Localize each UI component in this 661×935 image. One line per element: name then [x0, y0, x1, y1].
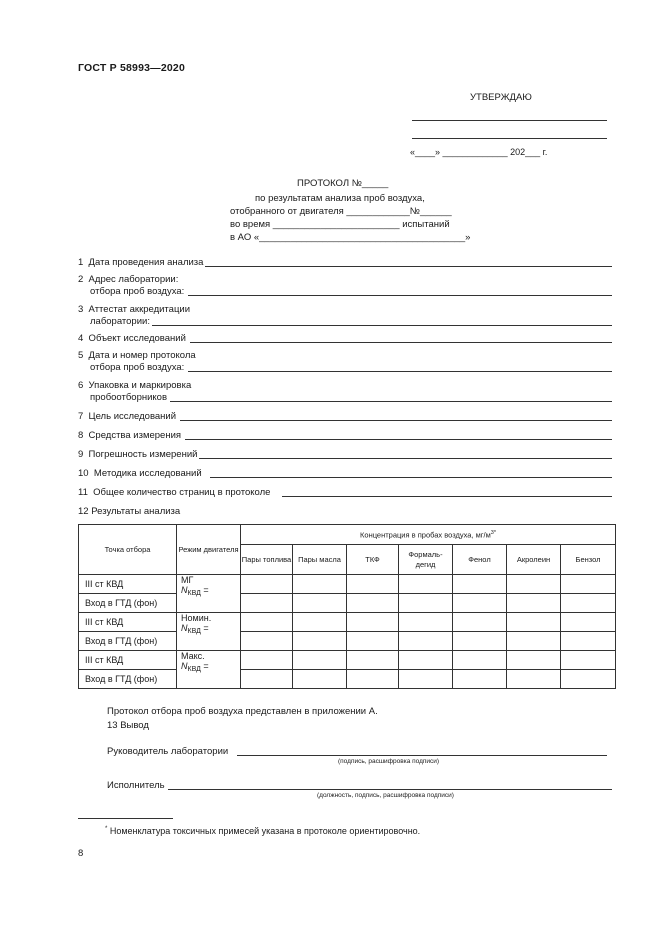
n-kvd-label: $N_{КВД}$ = [181, 585, 209, 597]
n-kvd-label: $N_{КВД}$ = [181, 623, 209, 635]
item-analysis-date: 1 Дата проведения анализа [78, 257, 204, 268]
protocol-engine-line: отобранного от двигателя ____________№______ [230, 206, 452, 217]
head-caption: (подпись, расшифровка подписи) [338, 758, 440, 765]
item-sampling-protocol: 5 Дата и номер протокола [78, 350, 196, 361]
fill-line [188, 371, 612, 372]
table-row: Вход в ГТД (фон) [79, 632, 616, 651]
results-table [78, 524, 616, 689]
item-sampling-address: отбора проб воздуха: [90, 286, 185, 297]
header-tkf: ТКФ [347, 545, 399, 575]
item-error: 9 Погрешность измерений [78, 449, 198, 460]
fill-line [190, 342, 612, 343]
item-goal: 7 Цель исследований [78, 411, 177, 422]
document-code: ГОСТ Р 58993—2020 [78, 62, 186, 74]
approval-date-line: «____» _____________ 202___ г. [410, 147, 548, 157]
footnote-separator [78, 818, 173, 819]
item-instruments: 8 Средства измерения [78, 430, 182, 441]
fill-line [185, 439, 612, 440]
item-samplers: пробоотборников [90, 392, 168, 403]
fill-line [282, 496, 612, 497]
mode-cell: Макс. $N_{КВД}$ = [177, 651, 241, 689]
mode-cell: Номин. $N_{КВД}$ = [177, 613, 241, 651]
item-results: 12 Результаты анализа [78, 506, 181, 517]
fill-line [150, 325, 612, 326]
header-formaldehyde: Формаль-дегид [399, 545, 453, 575]
item-research-object: 4 Объект исследований [78, 333, 186, 344]
item-packaging: 6 Упаковка и маркировка [78, 380, 192, 391]
table-row: III ст КВД МГ $N_{КВД}$ = [79, 575, 616, 594]
header-benzene: Бензол [561, 545, 616, 575]
fill-line [210, 477, 612, 478]
header-acrolein: Акролеин [507, 545, 561, 575]
item-page-count: 11 Общее количество страниц в протоколе [78, 487, 271, 498]
protocol-company-line: в АО «_______________________________________» [230, 232, 471, 243]
table-row: Вход в ГТД (фон) [79, 594, 616, 613]
item-sampling-protocol-2: отбора проб воздуха: [90, 362, 185, 373]
header-point: Точка отбора [79, 525, 177, 575]
fill-line [180, 420, 612, 421]
executor-signature-line [168, 789, 612, 790]
head-signature-line [237, 755, 607, 756]
header-oil-vapor: Пары масла [293, 545, 347, 575]
protocol-title: ПРОТОКОЛ №_____ [297, 178, 389, 189]
footnote: * Номенклатура токсичных примесей указана в протоколе ориентировочно. [105, 826, 421, 836]
item-accreditation: 3 Аттестат аккредитации [78, 304, 191, 315]
conclusion-heading: 13 Вывод [107, 720, 149, 731]
item-accreditation-lab: лаборатории: [90, 316, 150, 327]
page-number: 8 [78, 848, 84, 859]
header-mode: Режим двигателя [177, 525, 241, 575]
head-label: Руководитель лаборатории [107, 746, 229, 757]
protocol-subtitle: по результатам анализа проб воздуха, [255, 193, 425, 204]
executor-caption: (должность, подпись, расшифровка подписи) [317, 792, 454, 799]
approve-label: УТВЕРЖДАЮ [470, 92, 532, 103]
fill-line [170, 401, 612, 402]
fill-line [200, 266, 612, 267]
mode-cell: МГ $N_{КВД}$ = [177, 575, 241, 613]
header-concentration: Концентрация в пробах воздуха, $мг/м^{3*}$ [241, 525, 616, 545]
table-row: Вход в ГТД (фон) [79, 670, 616, 689]
item-methodology: 10 Методика исследований [78, 468, 202, 479]
n-kvd-label: $N_{КВД}$ = [181, 661, 209, 673]
table-row: III ст КВД Макс. $N_{КВД}$ = [79, 651, 616, 670]
approval-name-line [412, 138, 607, 139]
item-lab-address: 2 Адрес лаборатории: [78, 274, 179, 285]
header-phenol: Фенол [453, 545, 507, 575]
executor-label: Исполнитель [107, 780, 165, 791]
fill-line [195, 458, 612, 459]
protocol-test-line: во время ________________________ испытаний [230, 219, 450, 230]
approval-signature-line [412, 120, 607, 121]
appendix-note: Протокол отбора проб воздуха представлен в приложении А. [107, 706, 378, 717]
table-row: III ст КВД Номин. $N_{КВД}$ = [79, 613, 616, 632]
fill-line [188, 295, 612, 296]
header-fuel-vapor: Пары топлива [241, 545, 293, 575]
